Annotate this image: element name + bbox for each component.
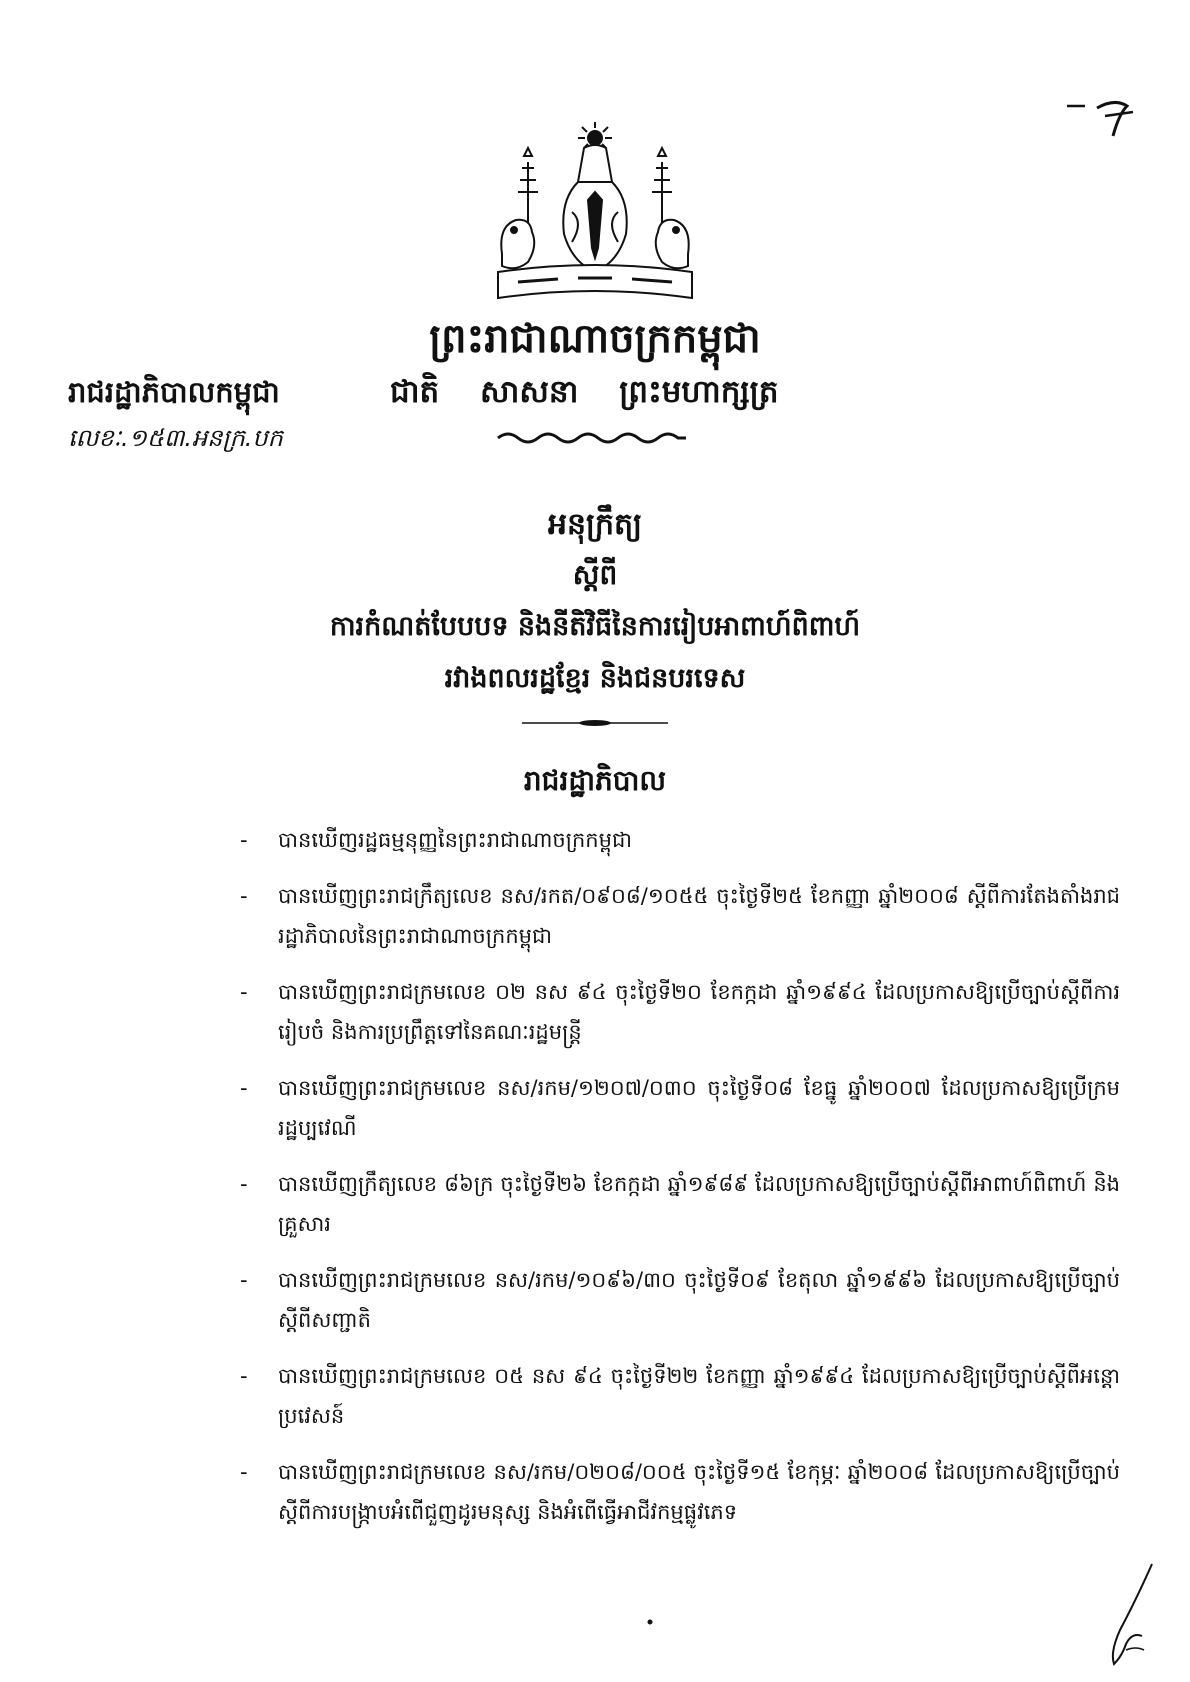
- handwritten-page-mark: [1063, 96, 1151, 140]
- preamble-item: - បានឃើញព្រះរាជក្រមលេខ នស/រកម/០២០៨/០០៥ ចុះថ្ងៃទី១៥ ខែកុម្ភៈ ឆ្នាំ២០០៨ ដែលប្រកាសឱ្យប្រើច្បាប់ស្តីពីការបង្ក្រាបអំពើជួញដូរមនុស្ស និងអំពើធ្វើអាជីវកម្មផ្លូវភេទ: [240, 1452, 1120, 1532]
- preamble-item: - បានឃើញព្រះរាជក្រមលេខ នស/រកម/១០៩៦/៣០ ចុះថ្ងៃទី០៩ ខែតុលា ឆ្នាំ១៩៩៦ ដែលប្រកាសឱ្យប្រើច្បាប់ស្តីពីសញ្ជាតិ: [240, 1260, 1120, 1340]
- document-type-title: អនុក្រឹត្យ: [547, 507, 643, 542]
- motto-ornament: [496, 428, 688, 448]
- preamble-list: [240, 820, 1120, 1548]
- title-regarding: ស្តីពី: [572, 558, 618, 591]
- government-name: រាជរដ្ឋាភិបាលកម្ពុជា: [68, 375, 280, 409]
- decree-number: លេខៈ.១៥៣.អនក្រ.បក: [68, 424, 283, 452]
- motto-nation: ជាតិ: [390, 374, 440, 410]
- preamble-item: - បានឃើញព្រះរាជក្រមលេខ ០៥ នស ៩៤ ចុះថ្ងៃទី២២ ខែកញ្ញា ឆ្នាំ១៩៩៤ ដែលប្រកាសឱ្យប្រើច្បាប់ស្តីពីអន្តោប្រវេសន៍: [240, 1356, 1120, 1436]
- royal-coat-of-arms-emblem: [488, 122, 702, 308]
- national-motto: [390, 370, 779, 414]
- motto-religion: សាសនា: [480, 374, 579, 410]
- section-heading-government: រាជរដ្ឋាភិបាល: [523, 764, 667, 797]
- title-subject-line-1: ការកំណត់បែបបទ និងនីតិវិធីនៃការរៀបអាពាហ៍ពិពាហ៍: [329, 611, 861, 642]
- kingdom-name: ព្រះរាជាណាចក្រកម្ពុជា: [429, 316, 761, 362]
- preamble-item: - បានឃើញក្រឹត្យលេខ ៨៦ក្រ ចុះថ្ងៃទី២៦ ខែកក្កដា ឆ្នាំ១៩៨៩ ដែលប្រកាសឱ្យប្រើច្បាប់ស្តីពីអាពាហ៍ពិពាហ៍ និងគ្រួសារ: [240, 1164, 1120, 1244]
- preamble-item: - បានឃើញរដ្ឋធម្មនុញ្ញនៃព្រះរាជាណាចក្រកម្ពុជា: [240, 820, 1120, 860]
- preamble-item: - បានឃើញព្រះរាជក្រមលេខ ០២ នស ៩៤ ចុះថ្ងៃទី២០ ខែកក្កដា ឆ្នាំ១៩៩៤ ដែលប្រកាសឱ្យប្រើច្បាប់ស្តីពីការរៀបចំ និងការប្រព្រឹត្តទៅនៃគណៈរដ្ឋមន្ត្រី: [240, 972, 1120, 1052]
- preamble-item: - បានឃើញព្រះរាជក្រមលេខ នស/រកម/១២០៧/០៣០ ចុះថ្ងៃទី០៨ ខែធ្នូ ឆ្នាំ២០០៧ ដែលប្រកាសឱ្យប្រើក្រមរដ្ឋប្បវេណី: [240, 1068, 1120, 1148]
- title-divider: [522, 719, 668, 727]
- title-subject-line-2: រវាងពលរដ្ឋខ្មែរ និងជនបរទេស: [444, 663, 746, 694]
- handwritten-signature: [1086, 1560, 1156, 1668]
- preamble-item: - បានឃើញព្រះរាជក្រឹត្យលេខ នស/រកត/០៩០៨/១០៥៥ ចុះថ្ងៃទី២៥ ខែកញ្ញា ឆ្នាំ២០០៨ ស្តីពីការតែងតាំងរាជរដ្ឋាភិបាលនៃព្រះរាជាណាចក្រកម្ពុជា: [240, 876, 1120, 956]
- page-dot: [647, 1610, 653, 1616]
- motto-king: ព្រះមហាក្សត្រ: [619, 374, 779, 410]
